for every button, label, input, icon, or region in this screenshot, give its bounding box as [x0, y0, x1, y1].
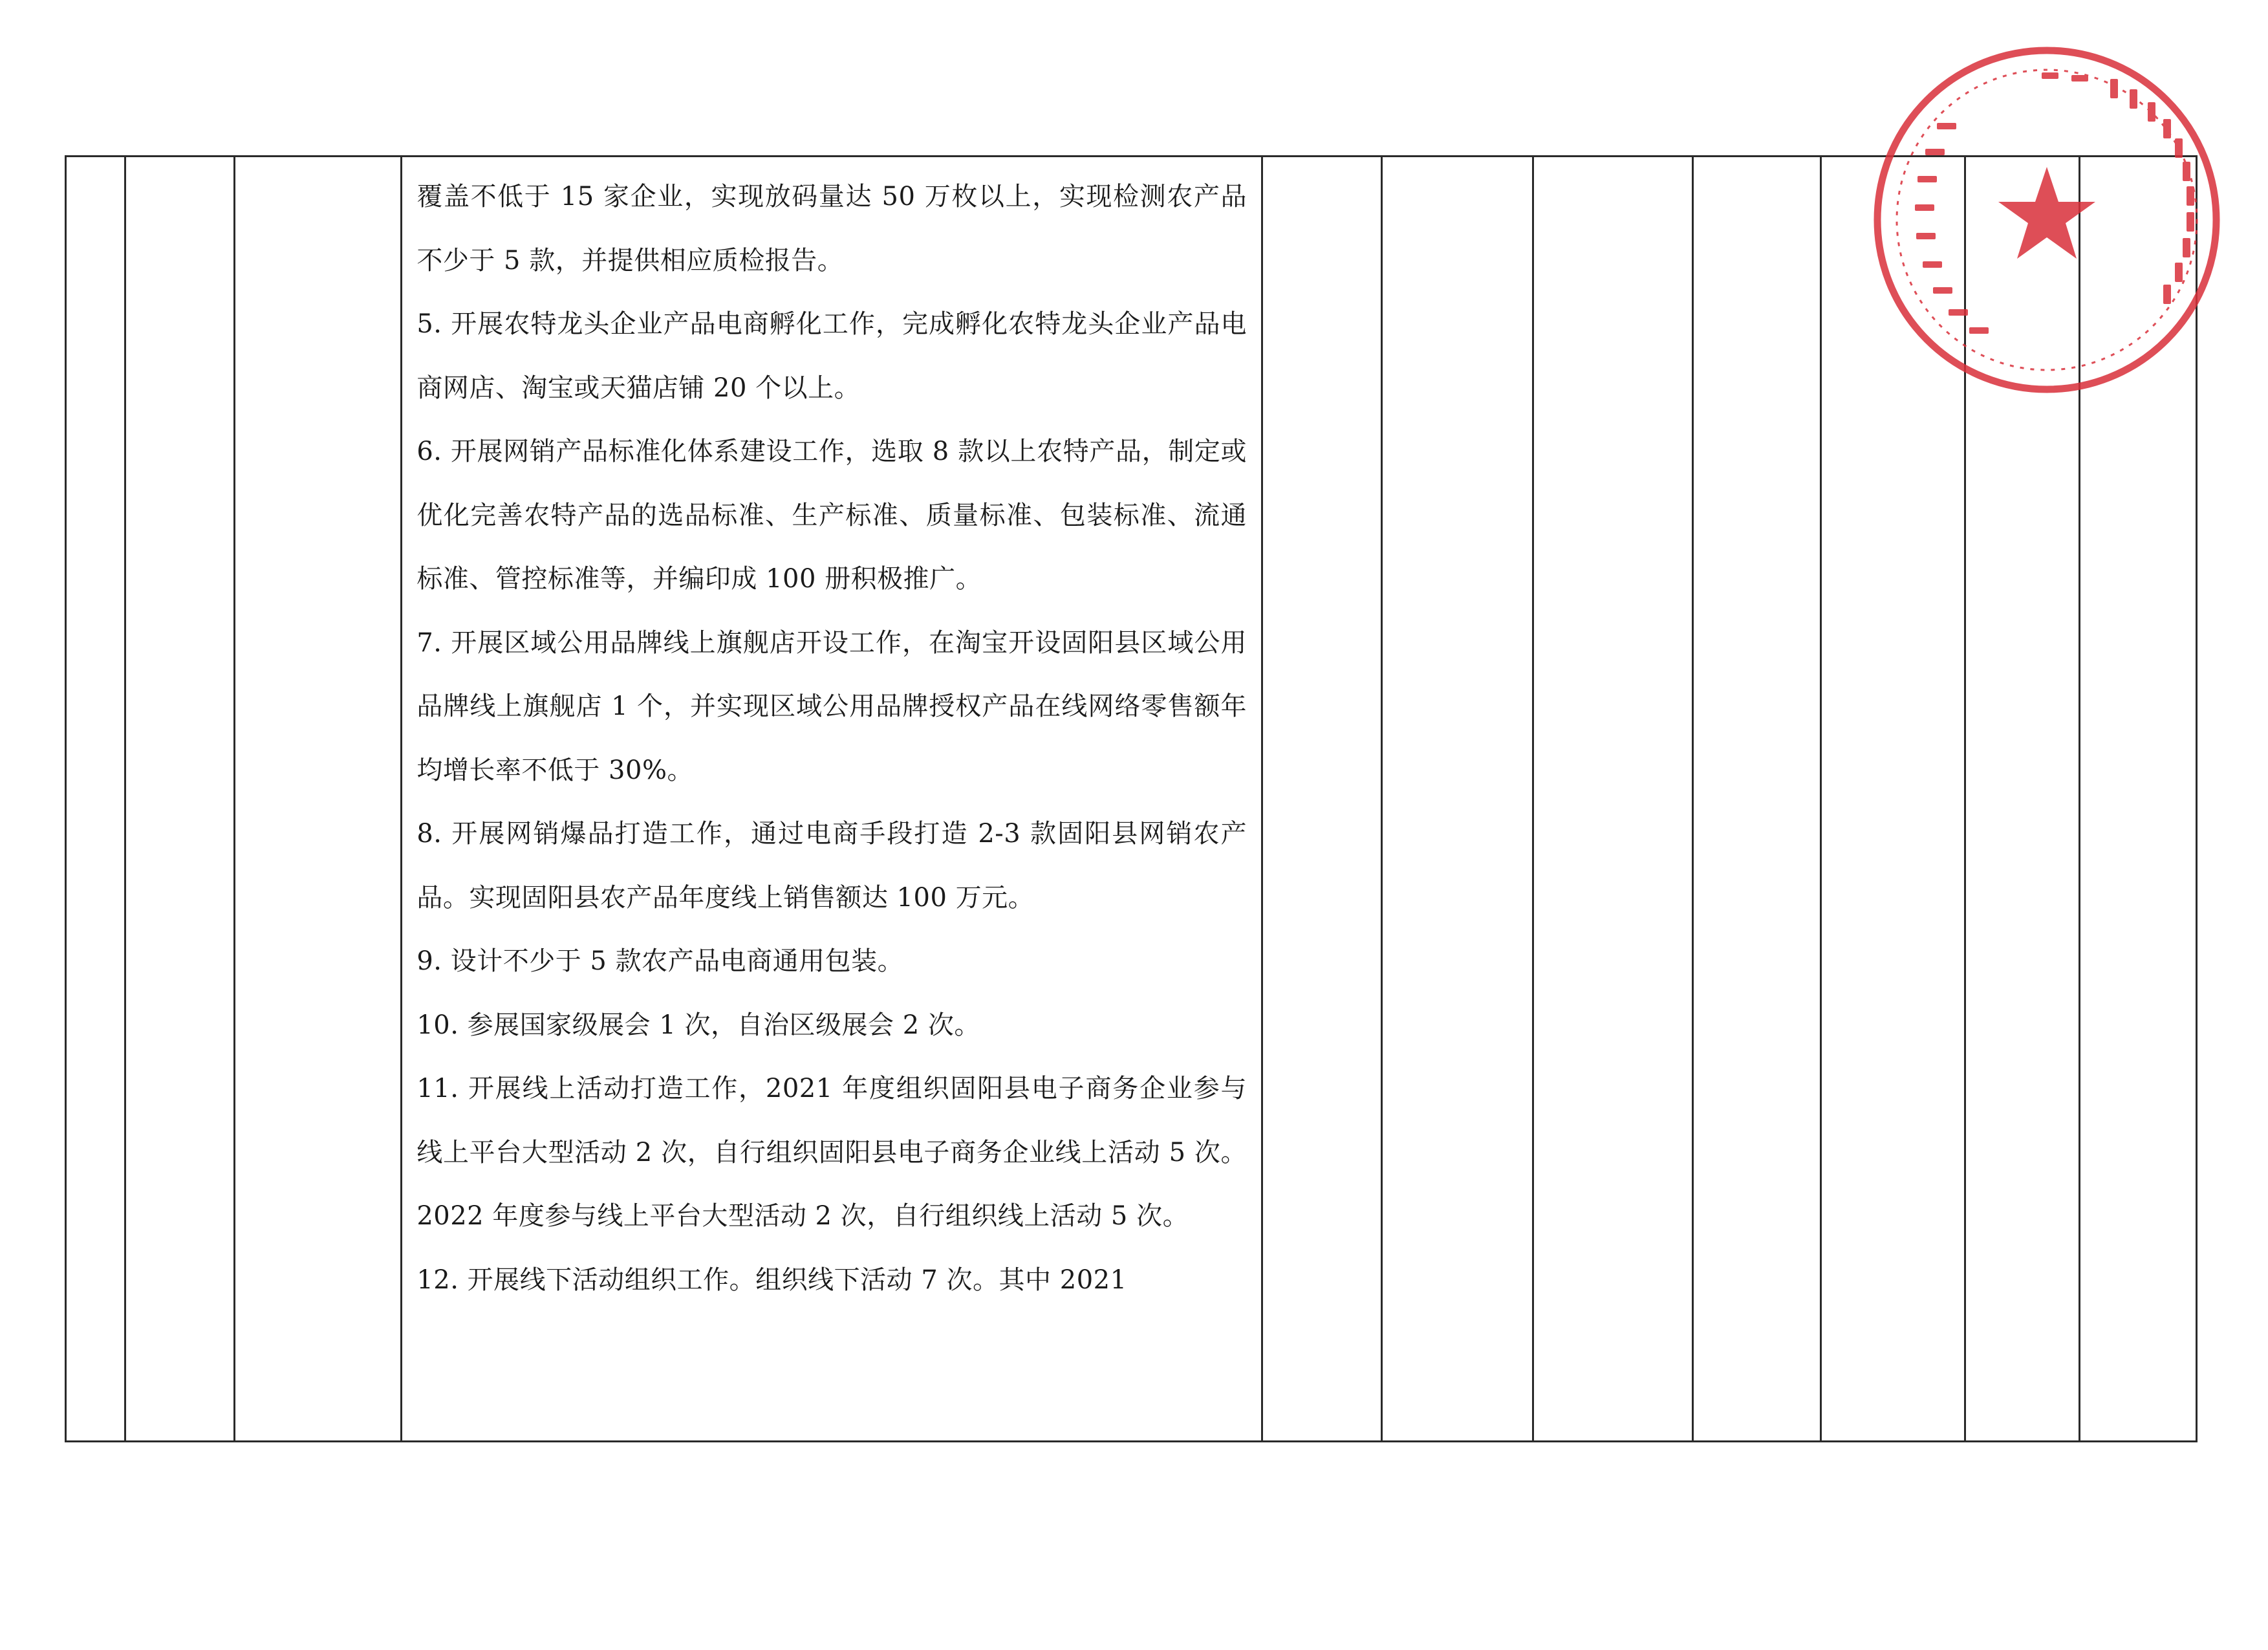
content-paragraph: 5. 开展农特龙头企业产品电商孵化工作，完成孵化农特龙头企业产品电商网店、淘宝或天猫店铺 20 个以上。: [416, 309, 1247, 403]
star-icon: [1998, 167, 2095, 259]
content-paragraph: 8. 开展网销爆品打造工作，通过电商手段打造 2-3 款固阳县网销农产品。实现固阳县农产品年度线上销售额达 100 万元。: [416, 819, 1247, 913]
content-paragraph: 覆盖不低于 15 家企业，实现放码量达 50 万枚以上，实现检测农产品不少于 5 款，并提供相应质检报告。: [416, 182, 1247, 276]
table-cell-content: [402, 157, 1262, 1442]
content-paragraph: 9. 设计不少于 5 款农产品电商通用包装。: [416, 946, 904, 976]
table-cell-empty: [1533, 157, 1693, 1442]
table-cell-item: [234, 157, 402, 1442]
table-cell-empty: [1692, 157, 1820, 1442]
table-cell-index: [66, 157, 125, 1442]
content-paragraph: 11. 开展线上活动打造工作，2021 年度组织固阳县电子商务企业参与线上平台大型活动 2 次，自行组织固阳县电子商务企业线上活动 5 次。2022 年度参与线上平台大型活动 2 次，自行组织线上活动 5 次。: [416, 1074, 1247, 1231]
table-cell-empty: [1262, 157, 1382, 1442]
content-paragraph: 10. 参展国家级展会 1 次，自治区级展会 2 次。: [416, 1010, 980, 1040]
content-paragraph: 12. 开展线下活动组织工作。组织线下活动 7 次。其中 2021: [416, 1265, 1127, 1295]
table-cell-empty: [1382, 157, 1533, 1442]
table-cell-category: [125, 157, 234, 1442]
official-seal: [1866, 39, 2228, 401]
content-paragraph: 7. 开展区域公用品牌线上旗舰店开设工作，在淘宝开设固阳县区域公用品牌线上旗舰店 1 个，并实现区域公用品牌授权产品在线网络零售额年均增长率不低于 30%。: [416, 627, 1247, 785]
content-paragraph: 6. 开展网销产品标准化体系建设工作，选取 8 款以上农特产品，制定或优化完善农特产品的选品标准、生产标准、质量标准、包装标准、流通标准、管控标准等，并编印成 100 册积极推广。: [416, 437, 1247, 594]
